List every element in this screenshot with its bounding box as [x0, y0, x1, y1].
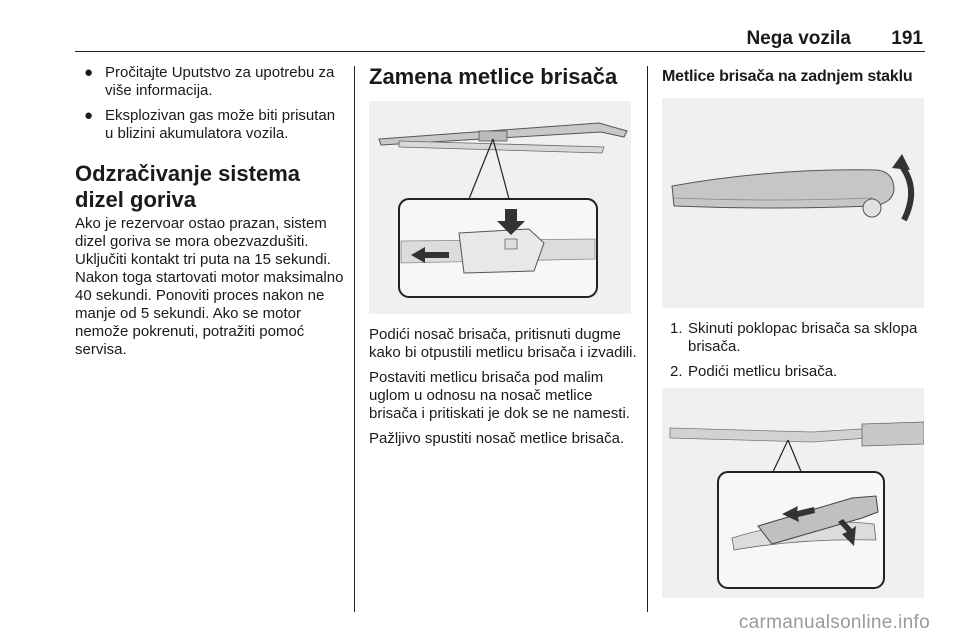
wiper-paragraph-3: Pažljivo spustiti nosač metlice brisača.: [369, 430, 625, 447]
section-heading-diesel: Odzračivanje sistema dizel goriva: [75, 161, 301, 212]
section-heading-wiper: Zamena metlice brisača: [369, 64, 618, 89]
step-number: 2.: [670, 363, 683, 380]
wiper-blade-illustration: [369, 101, 631, 314]
step-text: Skinuti poklopac brisača sa sklopa brisača.: [688, 320, 918, 355]
page-number: 191: [891, 28, 923, 49]
step-item: [662, 363, 927, 381]
rear-wiper-lift-figure: [662, 388, 924, 598]
bullet-item: [75, 64, 345, 100]
rear-wiper-cover-figure: [662, 98, 924, 308]
step-number: 1.: [670, 320, 683, 337]
column-right: [662, 64, 927, 598]
page-header: [75, 28, 925, 52]
diesel-paragraph: Ako je rezervoar ostao prazan, sistem dizel goriva se mora obezvazdušiti. Uključiti kontakt tri puta na 15 sekundi. Nakon toga startovati motor maksimalno 40 sekundi. Ponoviti proces nakon ne manje od 5 sekundi. Ako se motor nemože pokrenuti, potražiti pomoć servisa.: [75, 215, 344, 358]
bullet-dot-icon: ●: [84, 107, 94, 124]
wiper-blade-figure: [369, 101, 631, 314]
rear-wiper-lift-illustration: [662, 388, 924, 598]
wiper-paragraph-2: Postaviti metlicu brisača pod malim uglom u odnosu na nosač metlice brisača i pritiskati je dok se ne namesti.: [369, 369, 630, 422]
bullet-dot-icon: ●: [84, 64, 94, 81]
column-middle: [369, 64, 637, 455]
bullet-text: Eksplozivan gas može biti prisutan u blizini akumulatora vozila.: [105, 107, 336, 142]
bullet-text: Pročitajte Uputstvo za upotrebu za više informacija.: [105, 64, 335, 99]
rear-wiper-cover-illustration: [662, 98, 924, 308]
column-left: [75, 64, 345, 366]
warning-bullets: [75, 64, 345, 143]
column-divider-2: [647, 66, 648, 612]
rear-wiper-steps: [662, 320, 927, 381]
header-title: Nega vozila: [746, 28, 851, 49]
wiper-paragraph-1: Podići nosač brisača, pritisnuti dugme kako bi otpustili metlicu brisača i izvadili.: [369, 326, 637, 361]
watermark: carmanualsonline.info: [738, 612, 930, 633]
bullet-item: [75, 107, 345, 143]
step-text: Podići metlicu brisača.: [688, 363, 838, 380]
column-divider-1: [354, 66, 355, 612]
step-item: [662, 320, 927, 356]
section-heading-rear-wiper: Metlice brisača na zadnjem staklu: [662, 68, 913, 85]
